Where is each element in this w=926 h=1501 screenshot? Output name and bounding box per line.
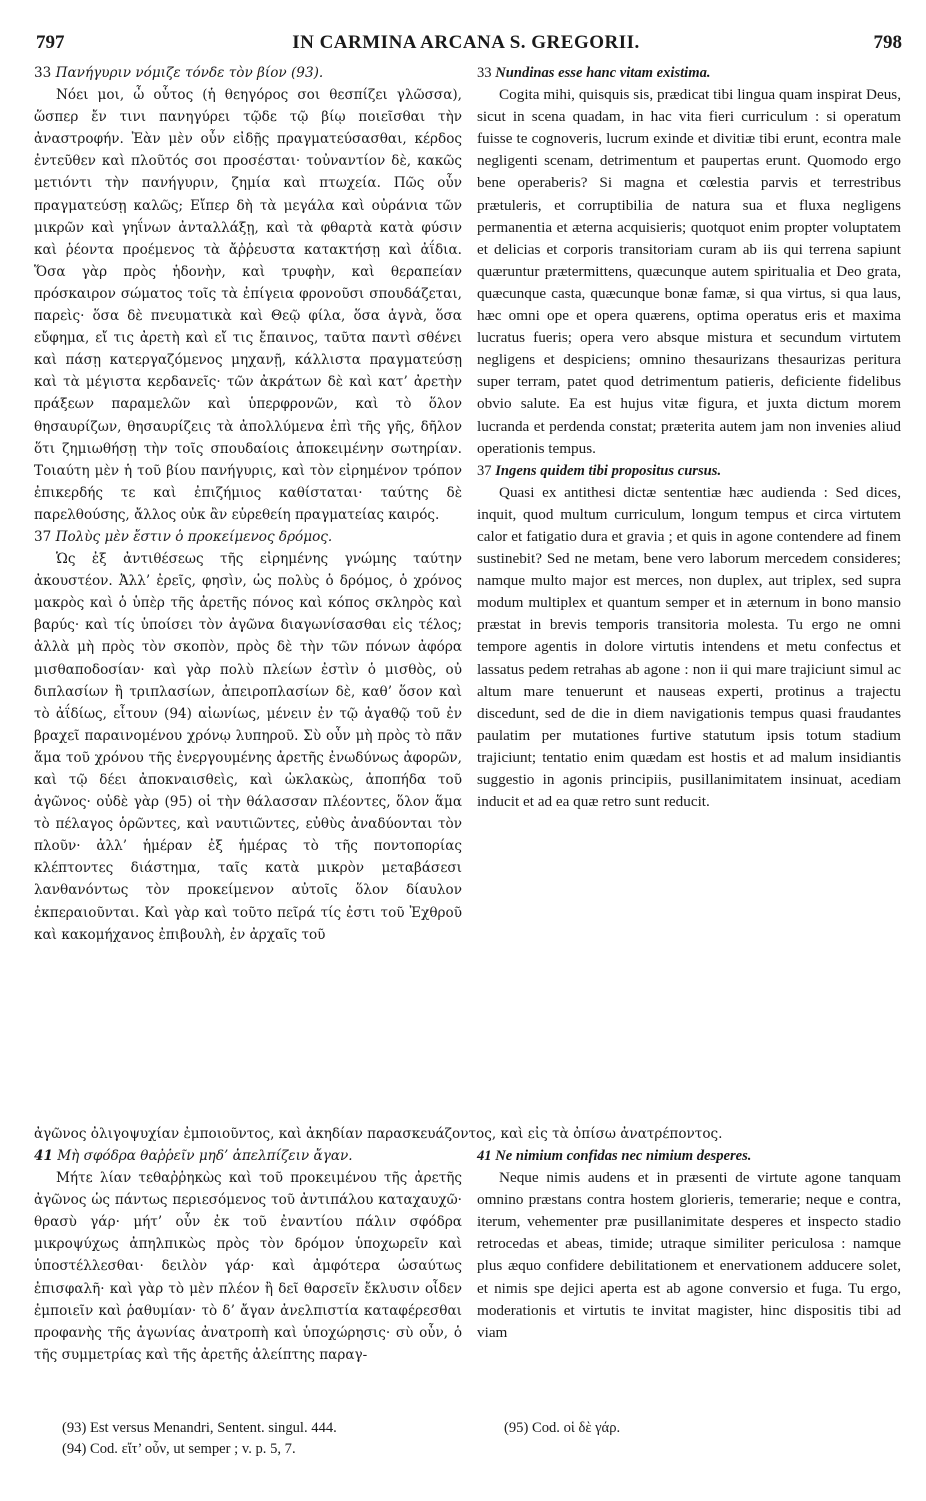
section-heading-latin xyxy=(477,460,901,482)
latin-paragraph: Neque nimis audens et in præsenti de virtute agone tanquam omnino præstans contra hostem glorieris, temerarie; neque e contra, iterum, vehementer præ pusillanimitate desperes et inspecto stadio retrocedas et abeas, timide; utraque similiter periculosa : namque plus æquo confidere debilitationem et enervationem adducere solet, et nimis spe dejici aperta est ab agone conversio et fuga. Tu ergo, moderationis et virtutis te invitat magister, hinc dispositis tibi ad viam xyxy=(477,1169,901,1341)
latin-column-top xyxy=(477,62,901,813)
footnotes-right xyxy=(504,1418,884,1439)
greek-column-bottom xyxy=(34,1145,462,1366)
latin-paragraph: Quasi ex antithesi dictæ sententiæ hæc audienda : Sed dices, inquit, quod multum curriculum, longum tempus et circa virtutem calor et fatigatio dura et gravia ; et quis in agone contendere ad finem sustinebit? Sed ne metam, bene vero laborum mercedem consideres; namque multo major est merces, non duplex, aut triplex, sed supra modum multiplex et quantum semper et in æternum in bono mansio præstat in brevis temporis transitoria molesta. Tu ergo ne omni tempore agentis in dolore virtutis intendens et metu confectus et lassatus pedem retrahas ab agone : non ii qui mare trajiciunt simul ac altum mare tenuerunt et nauseas experti, protinus a trajectu discedunt, sed de die in diem navigationis tempus quasi fraudantes paulatim per mutationes furtive statutum ipsis totum stadium trajiciunt; tentatio enim quædam est hostis et ad malum insidiantis suggestio in agonis principiis, pusillanimitatem insinuat, acediam inducit et ad ea quæ retro sunt reducit. xyxy=(477,483,901,811)
greek-paragraph: Ὡς ἐξ ἀντιθέσεως τῆς εἰρημένης γνώμης ταύτην ἀκουστέον. Ἀλλ’ ἐρεῖς, φησὶν, ὡς πολὺς ὁ δρόμος, ὁ χρόνος μακρὸς καὶ ὁ ὑπὲρ τῆς ἀρετῆς πόνος καὶ κόπος σκληρὸς καὶ βαρύς· καὶ τίς ὑποίσει τὸν ἀγῶνα διαγωνίσασθαι εἰς τέλος; ἀλλὰ μὴ πρὸς τὸν σκοπὸν, πρὸς δὲ τὴν τῶν πόνων ἀφόρα μισθαποδοσίαν· καὶ γὰρ πολὺ πλείων ἐστὶν ὁ μισθὸς, οὐ διπλασίων ἢ τριπλασίων, ἀπειροπλασίων δὲ, καθ’ ὅσον καὶ τὸ ἀΐδίως, εἶτουν (94) αἰωνίως, μένειν ἐν τῷ ἀγαθῷ τοῦ ἐν βραχεῖ παραινομένου χρόνῳ λυπηροῦ. Σὺ οὖν μὴ πρὸς τὸ πᾶν ἅμα τοῦ χρόνου τῆς ἐνεργουμένης ἀρετῆς ἐνωδύνως ἀφορῶν, καὶ τῷ δέει ἀποκναισθεὶς, καὶ ὠκλακὼς, ἀποπήδα τοῦ ἀγῶνος· οὐδὲ γὰρ (95) οἱ τὴν θάλασσαν πλέοντες, ὅλον ἅμα τὸ πέλαγος ὁρῶντες, καὶ ναυτιῶντες, εὐθὺς ἀναδύονται τὸν πλοῦν· ἀλλ’ ἡμέραν ἐξ ἡμέρας τὸ τῆς ποντοπορίας κλέπτοντες διάστημα, ταῖς κατὰ μικρὸν μεταβάσεσι λανθανόντως τὸν προκείμενον αὐτοῖς ὅλον δίαυλον ἐκπεραιοῦνται. Καὶ γὰρ καὶ τοῦτο πεῖρά τίς ἐστι τοῦ Ἐχθροῦ καὶ κακομήχανος ἐπιβουλὴ, ἐν ἀρχαῖς τοῦ xyxy=(34,551,462,943)
section-heading-greek xyxy=(34,526,462,548)
section-heading-greek xyxy=(34,1145,462,1167)
footnote: (93) Est versus Menandri, Sentent. singul. 444. xyxy=(62,1420,337,1436)
greek-paragraph: Μήτε λίαν τεθαῤῥηκὼς καὶ τοῦ προκειμένου τῆς ἀρετῆς ἀγῶνος ὡς πάντως περιεσόμενος τοῦ ἀντιπάλου καταχαυχῶ· θρασὺ γάρ· μήτ’ οὖν ἐκ τοῦ ἐναντίου πάλιν σφόδρα μικροψύχως ἀπηλπικὼς πρὸς τὸν δρόμον ὑποχωρεῖν καὶ ὑποστέλλεσθαι· δειλὸν γάρ· καὶ ἀμφότερα ὡσαύτως ἐπισφαλῆ· καὶ γὰρ τὸ μὲν πλέον ἢ δεῖ θαρσεῖν ἔκλυσιν οἶδεν ἐμποιεῖν καὶ ῥαθυμίαν· τὸ δ’ ἄγαν ἀνελπιστία καταφέρεσθαι προφανὴς τῆς ἀγωνίας ἀνατροπὴ καὶ ὑποχώρησις· σὺ οὖν, ὁ τῆς συμμετρίας καὶ τῆς ἀρετῆς ἀλείπτης παραγ- xyxy=(34,1170,462,1363)
greek-spanning-line: ἀγῶνος ὀλιγοψυχίαν ἐμποιοῦντος, καὶ ἀκηδίαν παρασκευάζοντος, καὶ εἰς τὰ ὀπίσω ἀνατρέποντος. xyxy=(34,1126,723,1142)
section-title: Πολὺς μὲν ἔστιν ὁ προκείμενος δρόμος. xyxy=(55,528,333,545)
latin-paragraph: Cogita mihi, quisquis sis, prædicat tibi lingua quam inspirat Deus, sicut in scena quadam, in hac vita fieri curriculum : si operatum fuisse te cognoveris, lucrum exinde et divitiæ tibi erunt, econtra male negligenti scenam, detrimentum et paupertas erunt. Quomodo ergo bene operaberis? Si magna et cœlestia parvis et terrestribus prætuleris, et corruptibilia de natura sua et fluxa negligens permanentia et æterna acquisieris; quotquot enim propter voluptatem et delicias et corporis transitoriam curam ab iis qui terrena sapiunt quæruntur prætermittens, quæcunque autem spiritualia et Deo grata, quæcunque casta, quæcunque bonæ famæ, si qua virtus, si qua laus, hæc omni ope et opera quærens, optima operatus eris et maxima lucratus fueris; opera vero absque mistura et secundum virtutem negligens et despiciens; omnino thesaurizans thesaurizas peritura super terram, patet quod detrimentum patieris, deficiente fidelibus obvio salute. Ea est hujus vitæ figura, et juxta dictum morem lucranda et perdenda constat; præterita autem jam non invenies aliud operationis tempus. xyxy=(477,86,901,457)
footnote: (95) Cod. οἱ δὲ γάρ. xyxy=(504,1420,621,1436)
page-number-left: 797 xyxy=(36,32,65,53)
latin-column-bottom xyxy=(477,1145,901,1344)
greek-column-top xyxy=(34,62,462,946)
footnotes-left xyxy=(62,1418,462,1460)
section-number: 33 xyxy=(34,65,52,81)
section-heading-latin xyxy=(477,62,901,84)
footnote: (94) Cod. εἴτ’ οὖν, ut semper ; v. p. 5, 7. xyxy=(62,1441,296,1457)
section-number: 41 xyxy=(34,1148,53,1164)
section-title: Nundinas esse hanc vitam existima. xyxy=(495,65,711,81)
section-heading-greek xyxy=(34,62,462,84)
section-title: Μὴ σφόδρα θαῤῥεῖν μηδ’ ἀπελπίζειν ἄγαν. xyxy=(57,1148,353,1164)
section-number: 37 xyxy=(34,528,52,545)
section-number: 33 xyxy=(477,65,492,81)
section-number: 37 xyxy=(477,462,492,479)
section-title: Ingens quidem tibi propositus cursus. xyxy=(495,462,722,479)
section-title: Πανήγυριν νόμιζε τόνδε τὸν βίον (93). xyxy=(55,65,324,81)
running-title: IN CARMINA ARCANA S. GREGORII. xyxy=(292,32,640,53)
section-title: Ne nimium confidas nec nimium desperes. xyxy=(495,1148,752,1164)
greek-paragraph: Νόει μοι, ὦ οὗτος (ἡ θεηγόρος σοι θεσπίζει γλῶσσα), ὥσπερ ἔν τινι πανηγύρει τῷδε τῷ βίῳ ποιεῖσθαι τὴν ἀναστροφήν. Ἐὰν μὲν οὖν εἰδῇς πραγματεύσασθαι, κέρδος ἐντεῦθεν καὶ πλοῦτός σοι προσέσται· τοὐναντίον δὲ, κακῶς μετιόντι τὴν πανήγυριν, ζημία καὶ πτωχεία. Πῶς οὖν πραγματεύσῃ καλῶς; Εἴπερ δὴ τὰ μεγάλα καὶ οὐράνια τῶν μικρῶν καὶ γηΐνων ἀνταλλάξῃ, καὶ τὰ φθαρτὰ κατὰ φύσιν καὶ ῥέοντα προέμενος τὰ ἄῤῥευστα κατακτήσῃ καὶ ἀΐδια. Ὅσα γὰρ πρὸς ἡδονὴν, καὶ τρυφὴν, καὶ θεραπείαν πρόσκαιρον σώματος τοῖς τὰ ἐπίγεια φρονοῦσι σπουδάζεται, παρεὶς· ὅσα δὲ πνευματικὰ καὶ Θεῷ φίλα, ὅσα ἁγνὰ, ὅσα εὔφημα, εἴ τις ἀρετὴ καὶ εἴ τις ἔπαινος, ταῦτα παντὶ σθένει καὶ πάσῃ κατεργαζόμενος μηχανῇ, κάλλιστα πραγματεύσῃ καὶ τὰ μέγιστα κερδανεῖς· τῶν ἀκράτων δὲ καὶ κατ’ ἀρετὴν πράξεων παραμελῶν καὶ ὑπερφρονῶν, καὶ τὸ ὅλον θησαυρίζων, θησαυρίζεις τὰ ἀπολλύμενα ἐπὶ τῆς γῆς, δῆλον ὅτι ζημιωθήσῃ τὴν τοῖς σπουδαίοις ἀποκειμένην σωτηρίαν. Τοιαύτη μὲν ἡ τοῦ βίου πανήγυρις, καὶ τὸν εἰρημένον τρόπον ἐπικερδής τε καὶ ἐπιζήμιος καθίσταται· ταύτης δὲ παρελθούσης, ἄλλος οὐκ ἂν εὑρεθείη πραγματείας καιρός. xyxy=(34,87,462,523)
section-heading-latin xyxy=(477,1145,901,1167)
section-number: 41 xyxy=(477,1148,492,1164)
page-header xyxy=(30,32,902,54)
page-number-right: 798 xyxy=(873,32,902,53)
